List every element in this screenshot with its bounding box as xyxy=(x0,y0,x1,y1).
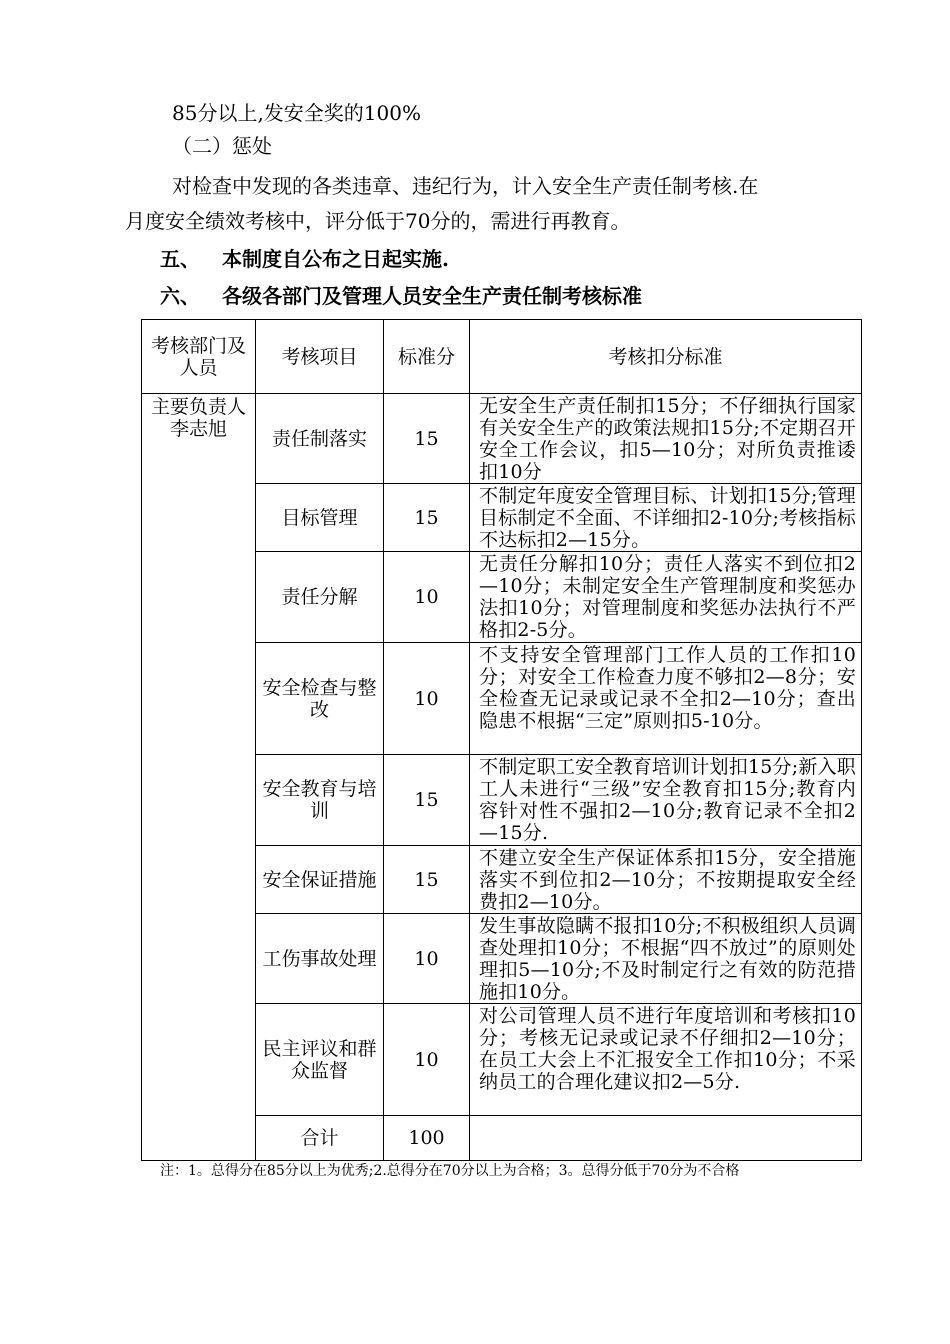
assessment-table xyxy=(141,319,862,1161)
heading-6-number: 六、 xyxy=(160,284,200,308)
score-cell: 10 xyxy=(384,1004,470,1116)
item-cell: 民主评议和群众监督 xyxy=(256,1004,384,1116)
criteria-cell: 不制定年度安全管理目标、计划扣15分;管理目标制定不全面、不详细扣2-10分;考核指标不达标扣2—15分。 xyxy=(470,484,862,552)
heading-5 xyxy=(160,247,449,271)
criteria-cell: 对公司管理人员不进行年度培训和考核扣10分；考核无记录或记录不仔细扣2—10分；在员工大会上不汇报安全工作扣10分；不采纳员工的合理化建议扣2—5分. xyxy=(470,1004,862,1116)
intro-line-4: 月度安全绩效考核中，评分低于70分的，需进行再教育。 xyxy=(125,209,631,233)
criteria-cell: 无安全生产责任制扣15分；不仔细执行国家有关安全生产的政策法规扣15分;不定期召开安全工作会议，扣5—10分；对所负责推诿扣10分 xyxy=(470,394,862,484)
score-cell: 15 xyxy=(384,846,470,914)
score-cell: 10 xyxy=(384,914,470,1004)
total-score: 100 xyxy=(384,1116,470,1161)
total-criteria xyxy=(470,1116,862,1161)
heading-5-text: 本制度自公布之日起实施. xyxy=(222,247,449,271)
item-cell: 安全检查与整改 xyxy=(256,643,384,755)
heading-5-number: 五、 xyxy=(160,247,200,271)
criteria-cell: 无责任分解扣10分；责任人落实不到位扣2—10分；未制定安全生产管理制度和奖惩办法扣10分；对管理制度和奖惩办法执行不严格扣2-5分。 xyxy=(470,552,862,643)
score-cell: 15 xyxy=(384,755,470,846)
header-score: 标准分 xyxy=(384,320,470,394)
item-cell: 责任制落实 xyxy=(256,394,384,484)
intro-line-3: 对检查中发现的各类违章、违纪行为，计入安全生产责任制考核.在 xyxy=(172,174,759,198)
table-header-row xyxy=(142,320,862,394)
item-cell: 安全教育与培训 xyxy=(256,755,384,846)
score-cell: 10 xyxy=(384,643,470,755)
item-cell: 安全保证措施 xyxy=(256,846,384,914)
score-cell: 15 xyxy=(384,484,470,552)
intro-line-2: （二）惩处 xyxy=(172,134,272,158)
item-cell: 工伤事故处理 xyxy=(256,914,384,1004)
footnote: 注：1。总得分在85分以上为优秀;2.总得分在70分以上为合格；3。总得分低于70分为不合格 xyxy=(160,1163,740,1179)
heading-6 xyxy=(160,284,642,308)
header-item: 考核项目 xyxy=(256,320,384,394)
total-label: 合计 xyxy=(256,1116,384,1161)
header-dept: 考核部门及人员 xyxy=(142,320,256,394)
intro-line-1: 85分以上,发安全奖的100% xyxy=(172,101,421,125)
dept-cell: 主要负责人李志旭 xyxy=(142,394,256,1161)
criteria-cell: 不制定职工安全教育培训计划扣15分;新入职工人未进行“三级”安全教育扣15分;教育内容针对性不强扣2—10分;教育记录不全扣2—15分. xyxy=(470,755,862,846)
table-row xyxy=(142,394,862,484)
item-cell: 目标管理 xyxy=(256,484,384,552)
criteria-cell: 发生事故隐瞒不报扣10分;不积极组织人员调查处理扣10分；不根据“四不放过”的原则处理扣5—10分;不及时制定行之有效的防范措施扣10分。 xyxy=(470,914,862,1004)
heading-6-text: 各级各部门及管理人员安全生产责任制考核标准 xyxy=(222,284,642,308)
score-cell: 10 xyxy=(384,552,470,643)
item-cell: 责任分解 xyxy=(256,552,384,643)
score-cell: 15 xyxy=(384,394,470,484)
criteria-cell: 不建立安全生产保证体系扣15分，安全措施落实不到位扣2—10分；不按期提取安全经费扣2—10分。 xyxy=(470,846,862,914)
header-criteria: 考核扣分标准 xyxy=(470,320,862,394)
criteria-cell: 不支持安全管理部门工作人员的工作扣10分；对安全工作检查力度不够扣2—8分；安全检查无记录或记录不全扣2—10分；查出隐患不根据“三定”原则扣5-10分。 xyxy=(470,643,862,755)
